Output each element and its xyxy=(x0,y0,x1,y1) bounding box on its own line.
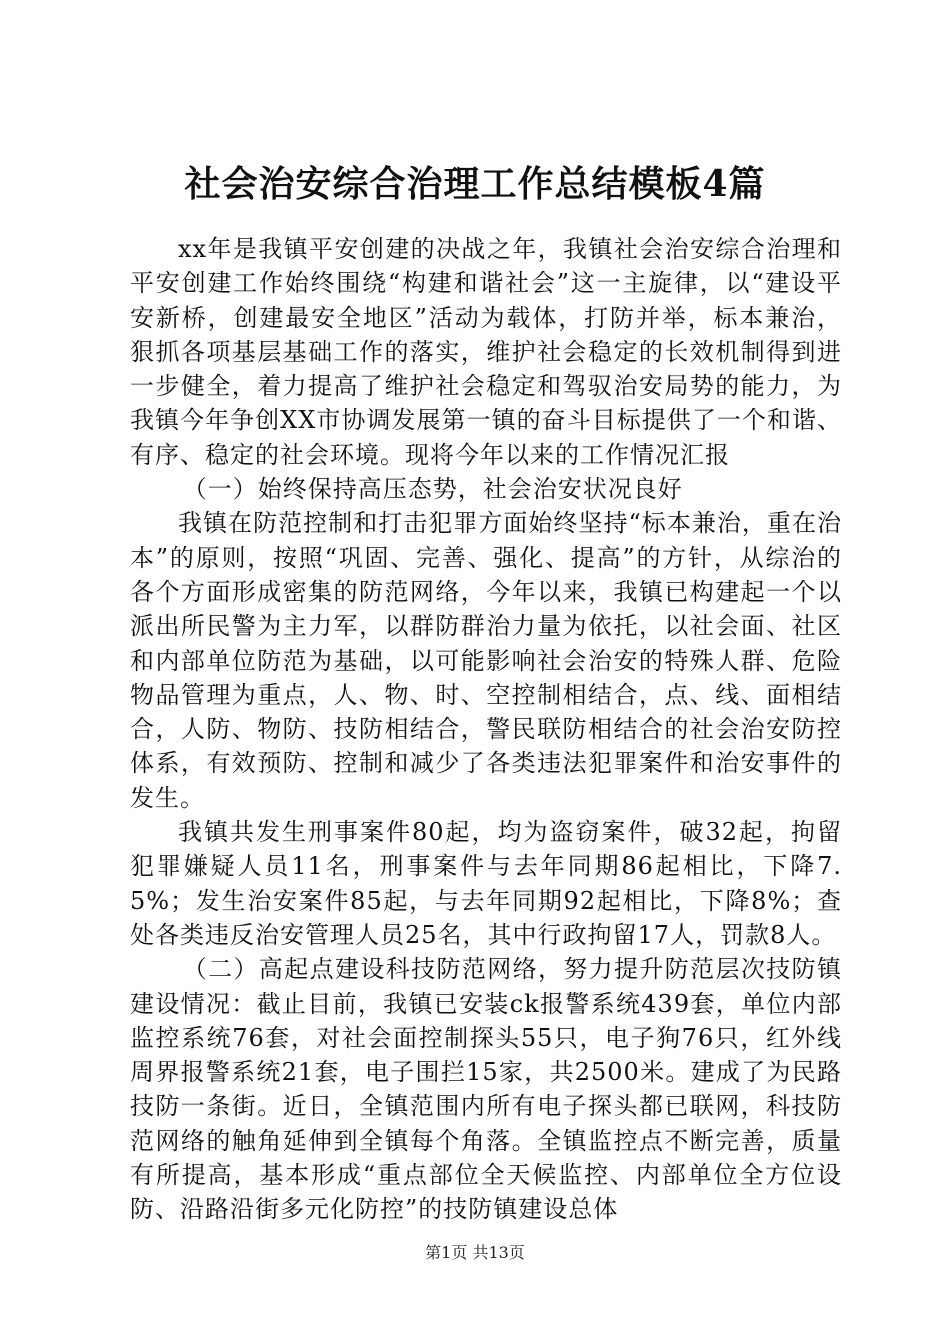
intro-paragraph: xx年是我镇平安创建的决战之年，我镇社会治安综合治理和平安创建工作始终围绕“构建和谐社会”这一主旋律，以“建设平安新桥，创建最安全地区”活动为载体，打防并举，标本兼治，狠抓各项基层基础工作的落实，维护社会稳定的长效机制得到进一步健全，着力提高了维护社会稳定和驾驭治安局势的能力，为我镇今年争创XX市协调发展第一镇的奋斗目标提供了一个和谐、有序、稳定的社会环境。现将今年以来的工作情况汇报 xyxy=(130,235,842,469)
document-body xyxy=(130,232,842,1227)
statistics-paragraph: 我镇共发生刑事案件80起，均为盗窃案件，破32起，拘留犯罪嫌疑人员11名，刑事案件与去年同期86起相比，下降7.5%；发生治安案件85起，与去年同期92起相比，下降8%；查处各类违反治安管理人员25名，其中行政拘留17人，罚款8人。 xyxy=(130,818,842,949)
section-heading-1: （一）始终保持高压态势，社会治安状况良好 xyxy=(182,475,683,504)
section-1-paragraph: 我镇在防范控制和打击犯罪方面始终坚持“标本兼治，重在治本”的原则，按照“巩固、完善、强化、提高”的方针，从综治的各个方面形成密集的防范网络，今年以来，我镇已构建起一个以派出所民警为主力军，以群防群治力量为依托，以社会面、社区和内部单位防范为基础，以可能影响社会治安的特殊人群、危险物品管理为重点，人、物、时、空控制相结合，点、线、面相结合，人防、物防、技防相结合，警民联防相结合的社会治安防控体系，有效预防、控制和减少了各类违法犯罪案件和治安事件的发生。 xyxy=(130,509,842,812)
page-number-footer: 第1页 共13页 xyxy=(425,1243,525,1262)
section-2-paragraph: （二）高起点建设科技防范网络，努力提升防范层次技防镇建设情况：截止目前，我镇已安装ck报警系统439套，单位内部监控系统76套，对社会面控制探头55只，电子狗76只，红外线周界报警系统21套，电子围拦15家，共2500米。建成了为民路技防一条街。近日，全镇范围内所有电子探头都已联网，科技防范网络的触角延伸到全镇每个角落。全镇监控点不断完善，质量有所提高，基本形成“重点部位全天候监控、内部单位全方位设防、沿路沿街多元化防控”的技防镇建设总体 xyxy=(130,955,842,1224)
document-title: 社会治安综合治理工作总结模板4篇 xyxy=(184,163,766,205)
